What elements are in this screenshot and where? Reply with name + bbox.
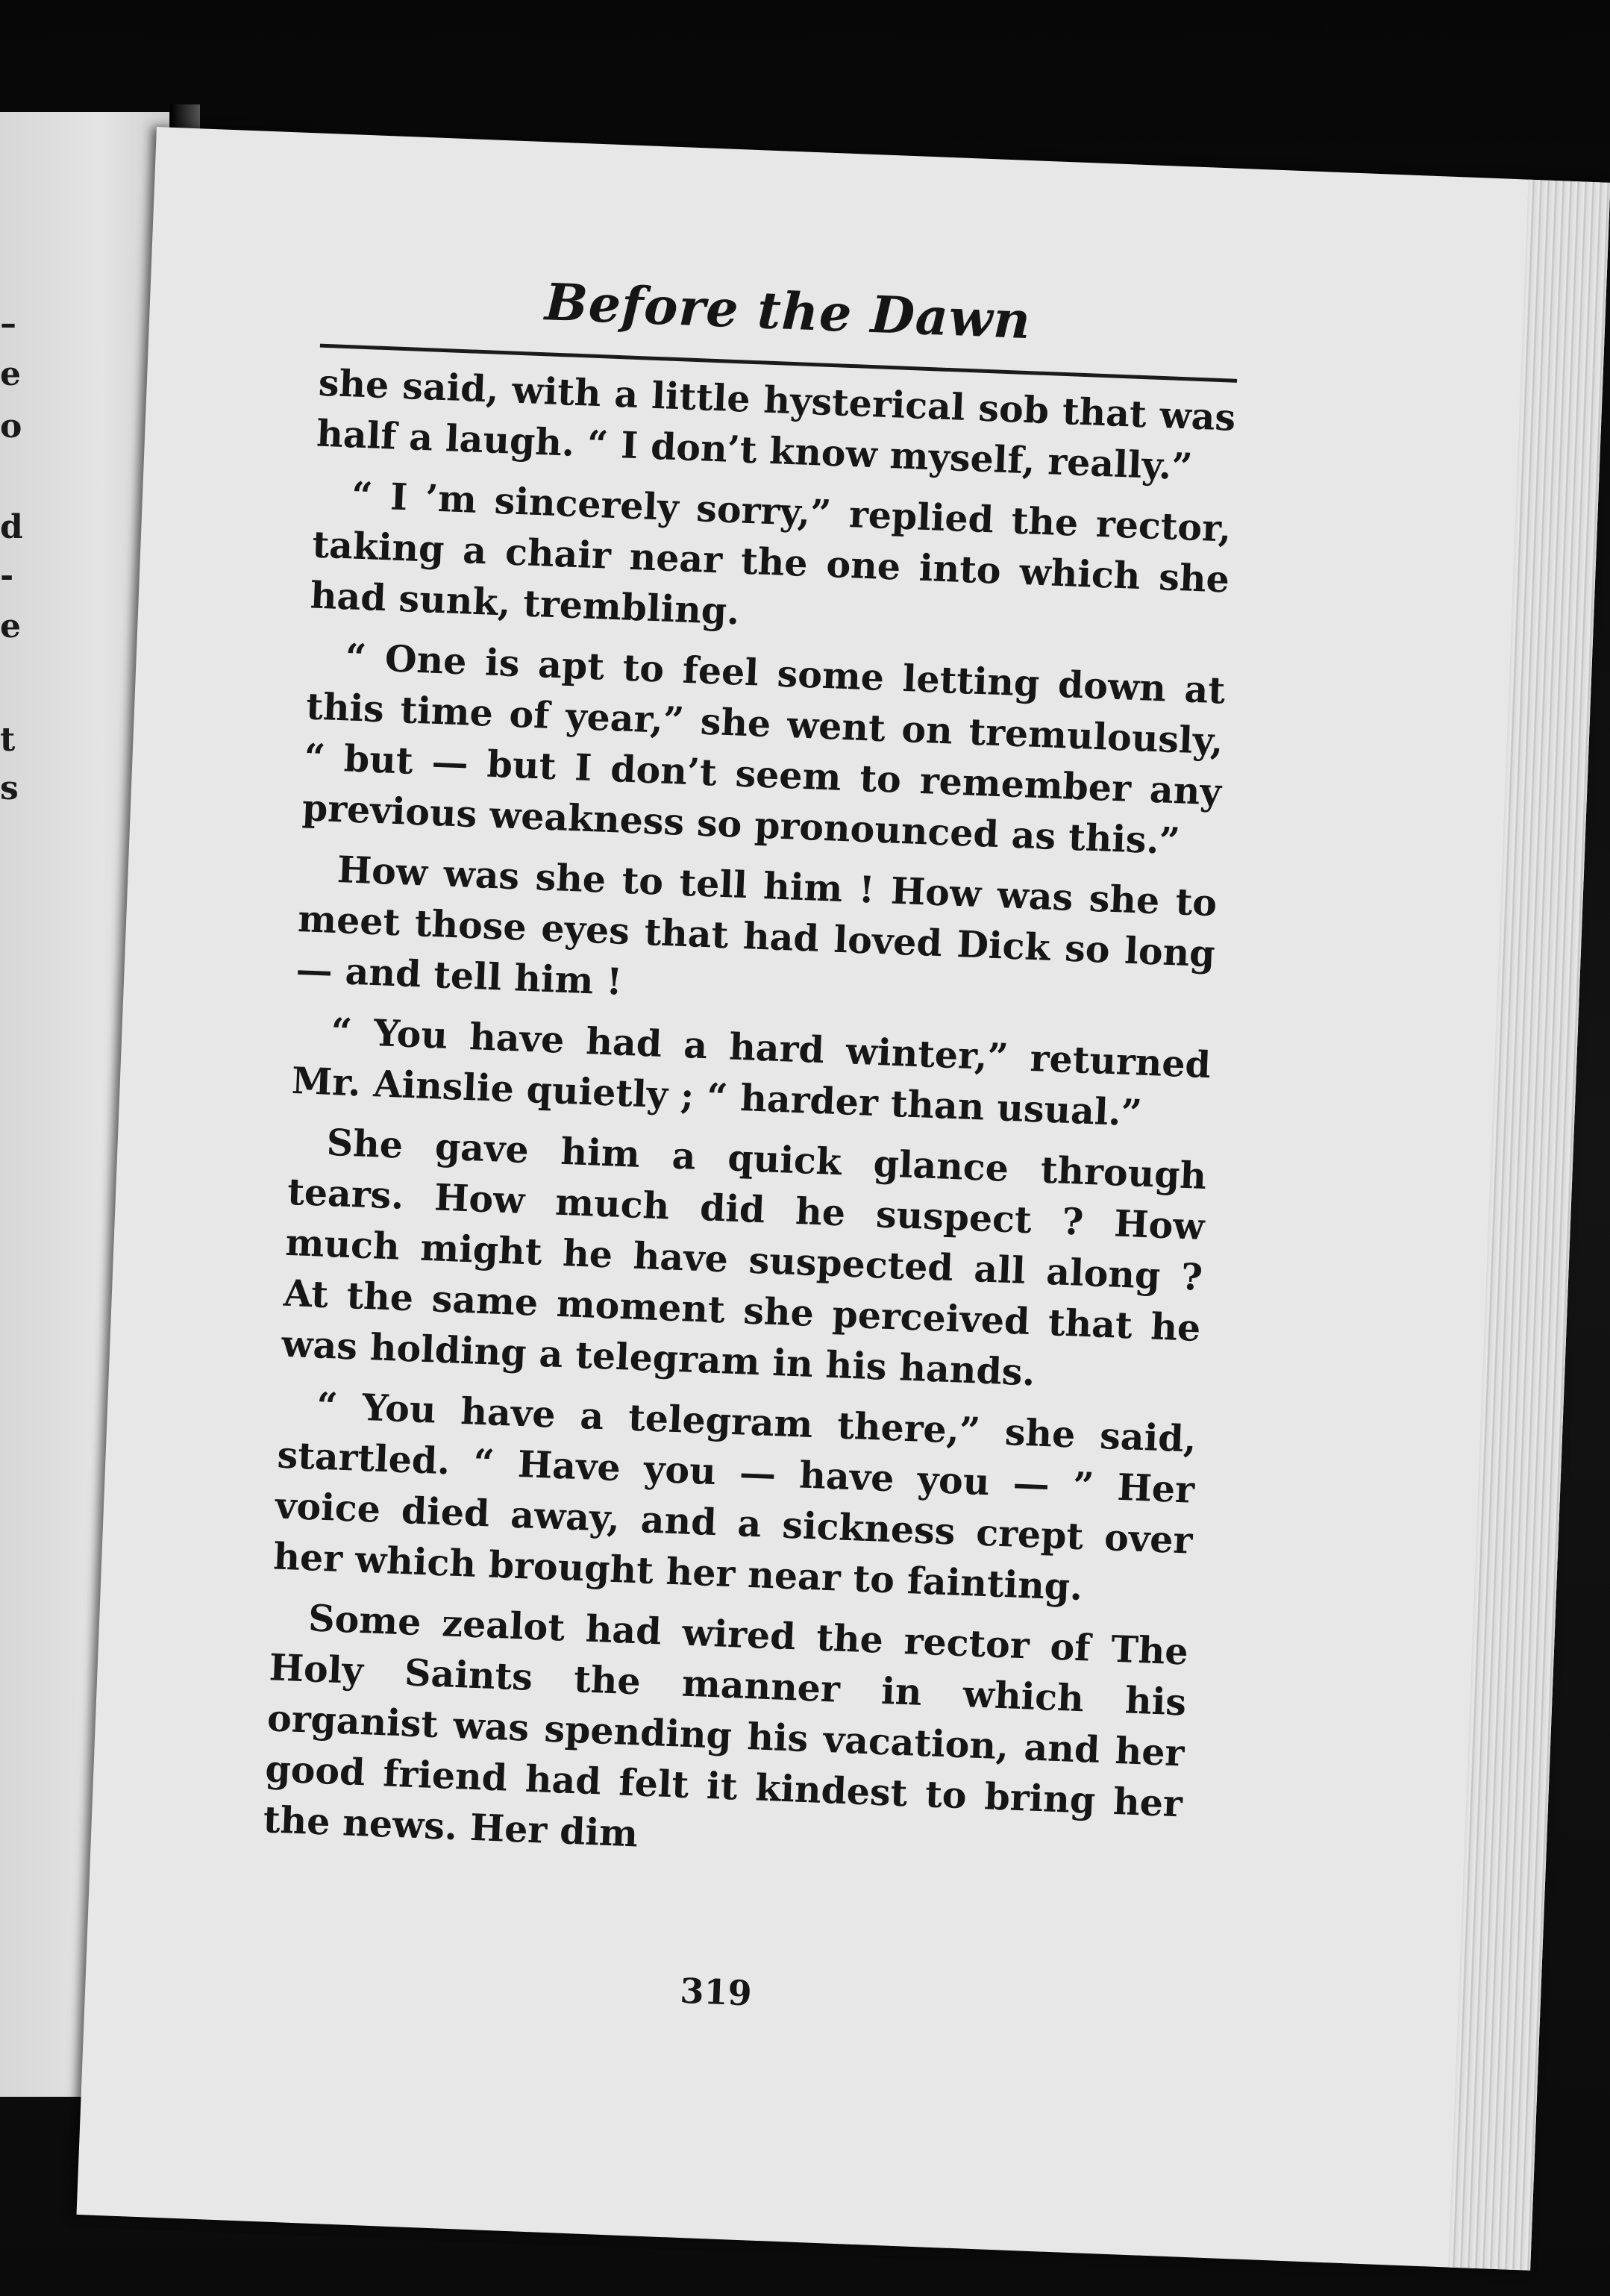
left-page-fragment: s [0,769,19,807]
paragraph: How was she to tell him ! How was she to meet those eyes that had loved Dick so long — and tell him ! [295,848,1218,1004]
paragraph: Some zealot had wired the rector of The Holy Saints the manner in which his organist was spending his vacation, and her good friend had felt it kindest to bring her the news. Her dim [262,1596,1189,1856]
left-page-fragment: – [0,304,16,342]
paragraph: “ I ’m sincerely sorry,” replied the rector, taking a chair near the one into which she had sunk, trembling. [309,473,1232,634]
paragraph: She gave him a quick glance through tears. How much did he suspect ? How much might he have suspected all along ? At the same moment she perceived that he was holding a telegram in his hands. [281,1120,1208,1395]
left-page-fragment: d [0,508,23,546]
paragraph: “ You have a telegram there,” she said, startled. “ Have you — have you — ” Her voice died away, and a sickness crept over her which brought her near to fainting. [272,1383,1197,1610]
left-page-fragment: e [0,355,21,393]
running-head: Before the Dawn [543,272,1033,351]
paragraph: “ One is apt to feel some letting down at this time of year,” she went on tremulously, “ but — but I don’t seem to remember any previous weakness so pronounced as this.” [301,635,1227,863]
left-page-fragment: t [0,721,16,759]
paragraph: she said, with a little hysterical sob that was half a laugh. “ I don’t know myself, really.” [316,360,1237,489]
page-number: 319 [679,1970,753,2014]
left-page-fragment: - [0,557,14,595]
body-text [262,357,1236,1890]
paragraph: “ You have had a hard winter,” returned Mr. Ainslie quietly ; “ harder than usual.” [290,1009,1212,1135]
right-page [77,127,1610,2271]
left-page-fragment: o [0,407,22,445]
left-page-fragment: e [0,607,21,645]
page-edges [1448,180,1610,2271]
